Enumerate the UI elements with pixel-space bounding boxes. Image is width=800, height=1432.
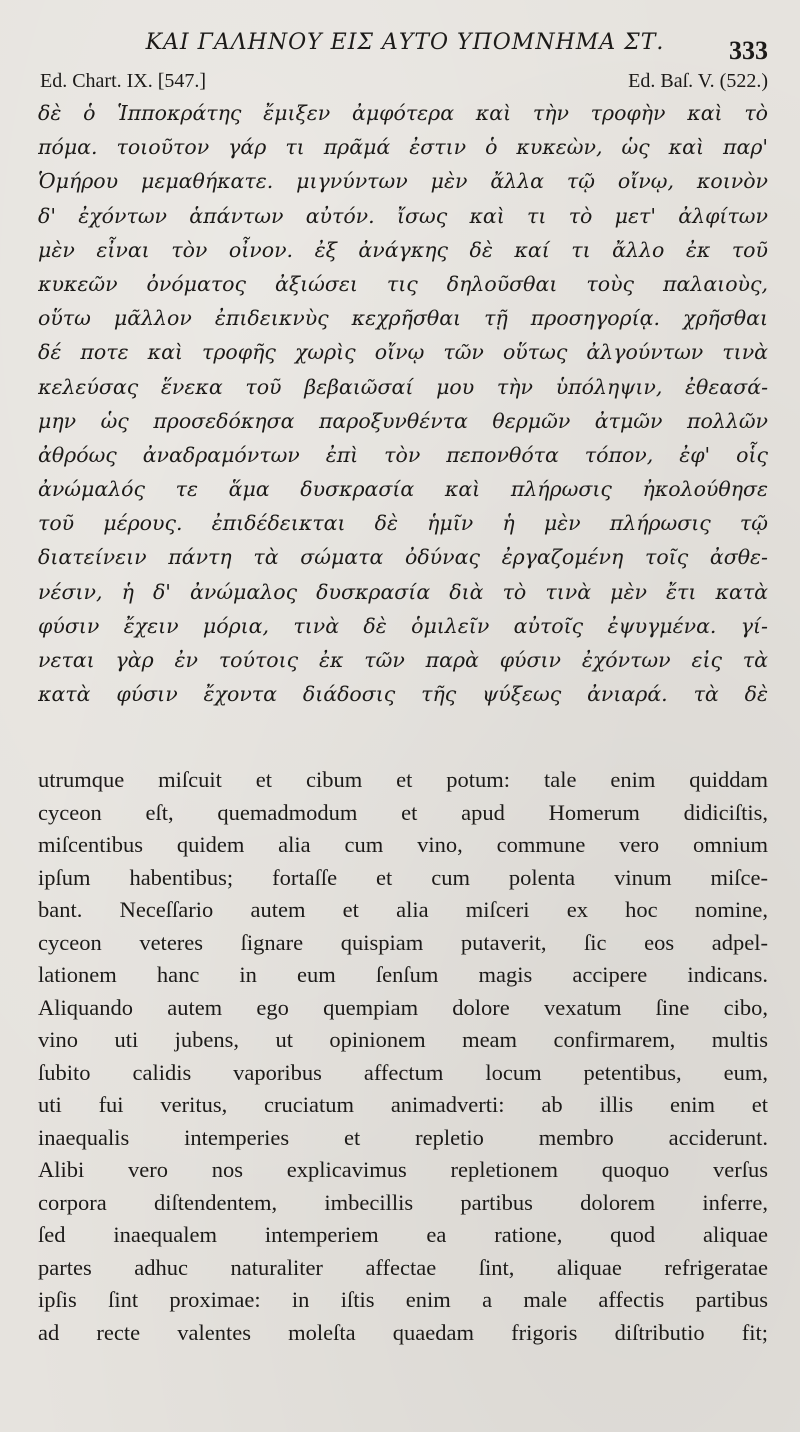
greek-line: οὕτω μᾶλλον ἐπιδεικνὺς κεχρῆσθαι τῇ προσηγορίᾳ. χρῆσθαι [38, 306, 768, 331]
latin-translation-block [38, 764, 768, 1349]
greek-text-block [38, 96, 768, 711]
latin-line: ad recte valentes moleſta quaedam frigoris diſtributio fit; [38, 1319, 768, 1345]
greek-line: κατὰ φύσιν ἔχοντα διάδοσις τῆς ψύξεως ἀνιαρά. τὰ δὲ [38, 682, 768, 707]
latin-line: inaequalis intemperies et repletio membro acciderunt. [38, 1124, 768, 1150]
latin-line: cyceon veteres ſignare quispiam putaverit, ſic eos adpel- [38, 929, 768, 955]
edition-basel-reference: Ed. Baſ. V. (522.) [628, 70, 768, 92]
latin-line: bant. Neceſſario autem et alia miſceri ex hoc nomine, [38, 897, 768, 922]
latin-line: utrumque miſcuit et cibum et potum: tale enim quiddam [38, 767, 768, 792]
latin-line: lationem hanc in eum ſenſum magis accipere indicans. [38, 962, 768, 987]
latin-line: vino uti jubens, ut opinionem meam confirmarem, multis [38, 1027, 768, 1052]
greek-line: Ὁμήρου μεμαθήκατε. μιγνύντων μὲν ἄλλα τῷ οἴνῳ, κοινὸν [38, 169, 768, 194]
latin-line: ipſum habentibus; fortaſſe et cum polenta vinum miſce- [38, 864, 768, 890]
running-head: ΚΑΙ ΓΑΛΗΝΟΥ ΕΙΣ ΑΥΤΟ ΥΠΟΜΝΗΜΑ ΣΤ. [145, 30, 665, 55]
edition-reference-line [40, 70, 768, 96]
greek-line: πόμα. τοιοῦτον γάρ τι πρᾶμά ἐστιν ὁ κυκεὼν, ὡς καὶ παρ' [38, 135, 768, 160]
latin-line: uti fui veritus, cruciatum animadverti: ab illis enim et [38, 1092, 768, 1117]
latin-line: Aliquando autem ego quempiam dolore vexatum ſine cibo, [38, 994, 768, 1020]
latin-line: Alibi vero nos explicavimus repletionem quoquo verſus [38, 1157, 768, 1182]
greek-line: νεται γὰρ ἐν τούτοις ἐκ τῶν παρὰ φύσιν ἐχόντων εἰς τὰ [38, 648, 768, 672]
greek-line: ἀνώμαλός τε ἅμα δυσκρασία καὶ πλήρωσις ἠκολούθησε [38, 477, 768, 502]
latin-line: ipſis ſint proximae: in iſtis enim a male affectis partibus [38, 1287, 768, 1312]
greek-line: δὲ ὁ Ἱπποκράτης ἔμιξεν ἀμφότερα καὶ τὴν τροφὴν καὶ τὸ [38, 101, 768, 125]
greek-line: φύσιν ἔχειν μόρια, τινὰ δὲ ὁμιλεῖν αὐτοῖς ἐψυγμένα. γί- [38, 613, 768, 638]
greek-line: τοῦ μέρους. ἐπιδέδεικται δὲ ἡμῖν ἡ μὲν πλήρωσις τῷ [38, 511, 768, 536]
latin-line: partes adhuc naturaliter affectae ſint, aliquae refrigeratae [38, 1254, 768, 1280]
latin-line: miſcentibus quidem alia cum vino, commune vero omnium [38, 832, 768, 857]
greek-line: δέ ποτε καὶ τροφῆς χωρὶς οἴνῳ τῶν οὕτως ἀλγούντων τινὰ [38, 340, 768, 365]
page-number: 333 [729, 36, 768, 65]
greek-line: δ' ἐχόντων ἁπάντων αὐτόν. ἴσως καὶ τι τὸ μετ' ἀλφίτων [38, 203, 768, 228]
latin-line: cyceon eſt, quemadmodum et apud Homerum didiciſtis, [38, 799, 768, 825]
greek-line: ἀθρόως ἀναδραμόντων ἐπὶ τὸν πεπονθότα τόπον, ἐφ' οἷς [38, 442, 768, 467]
greek-line: κυκεῶν ὀνόματος ἀξιώσει τις δηλοῦσθαι τοὺς παλαιοὺς, [38, 271, 768, 296]
greek-line: μην ὡς προσεδόκησα παροξυνθέντα θερμῶν ἀτμῶν πολλῶν [38, 408, 768, 433]
greek-line: νέσιν, ἡ δ' ἀνώμαλος δυσκρασία διὰ τὸ τινὰ μὲν ἔτι κατὰ [38, 579, 768, 604]
edition-chartier-reference: Ed. Chart. IX. [547.] [40, 70, 207, 92]
greek-line: κελεύσας ἕνεκα τοῦ βεβαιῶσαί μου τὴν ὑπόληψιν, ἐθεασά- [38, 374, 768, 399]
latin-line: ſed inaequalem intemperiem ea ratione, quod aliquae [38, 1222, 768, 1247]
greek-line: διατείνειν πάντη τὰ σώματα ὀδύνας ἐργαζομένη τοῖς ἀσθε- [38, 545, 768, 570]
latin-line: corpora diſtendentem, imbecillis partibus dolorem inferre, [38, 1189, 768, 1215]
latin-line: ſubito calidis vaporibus affectum locum petentibus, eum, [38, 1059, 768, 1085]
greek-line: μὲν εἶναι τὸν οἶνον. ἐξ ἀνάγκης δὲ καί τι ἄλλο ἐκ τοῦ [38, 237, 768, 262]
